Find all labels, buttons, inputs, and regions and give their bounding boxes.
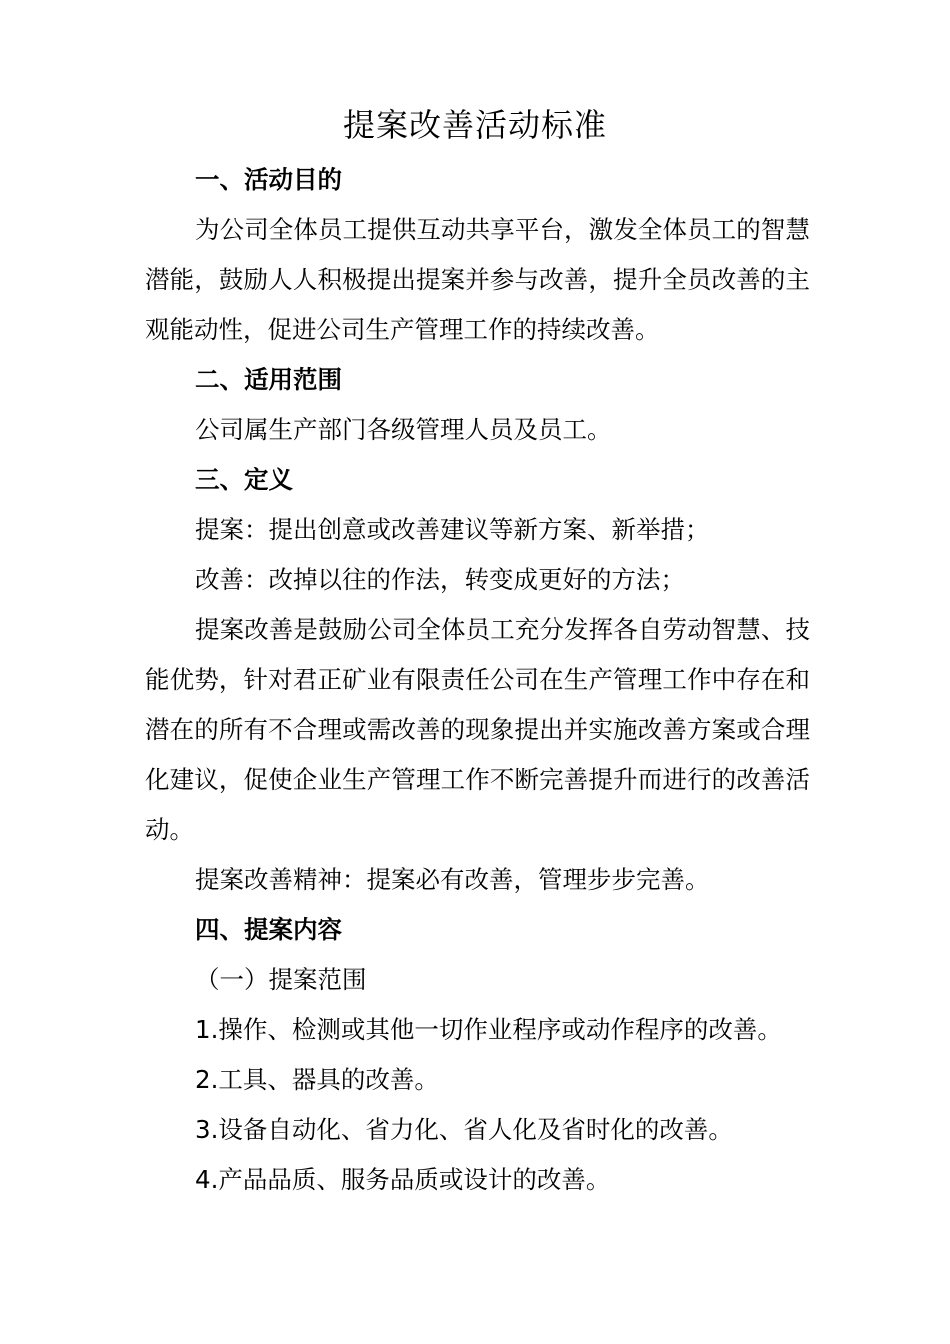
section-heading-definition: 三、定义 <box>195 465 293 494</box>
list-item: 2.工具、器具的改善。 <box>195 1065 439 1094</box>
paragraph-definition: 提案改善是鼓励公司全体员工充分发挥各自劳动智慧、技能优势，针对君正矿业有限责任公司在生产管理工作中存在和潜在的所有不合理或需改善的现象提出并实施改善方案或合理化建议，促使企业生产管理工作不断完善提升而进行的改善活动。 <box>145 615 810 844</box>
list-item: 1.操作、检测或其他一切作业程序或动作程序的改善。 <box>195 1015 782 1044</box>
list-item: 4.产品品质、服务品质或设计的改善。 <box>195 1165 611 1194</box>
section-heading-scope: 二、适用范围 <box>195 365 342 394</box>
page-title: 提案改善活动标准 <box>342 106 607 144</box>
document-body <box>145 155 810 1205</box>
section-heading-content: 四、提案内容 <box>195 915 342 944</box>
list-item: 3.设备自动化、省力化、省人化及省时化的改善。 <box>195 1115 733 1144</box>
paragraph-purpose: 为公司全体员工提供互动共享平台，激发全体员工的智慧潜能，鼓励人人积极提出提案并参与改善，提升全员改善的主观能动性，促进公司生产管理工作的持续改善。 <box>145 215 810 344</box>
definition-proposal: 提案：提出创意或改善建议等新方案、新举措； <box>195 515 710 544</box>
paragraph-spirit: 提案改善精神：提案必有改善，管理步步完善。 <box>195 865 710 894</box>
section-heading-purpose: 一、活动目的 <box>195 165 342 194</box>
paragraph-scope: 公司属生产部门各级管理人员及员工。 <box>195 415 612 444</box>
definition-improvement: 改善：改掉以往的作法，转变成更好的方法； <box>195 565 685 594</box>
subheading-scope: （一）提案范围 <box>195 965 367 994</box>
